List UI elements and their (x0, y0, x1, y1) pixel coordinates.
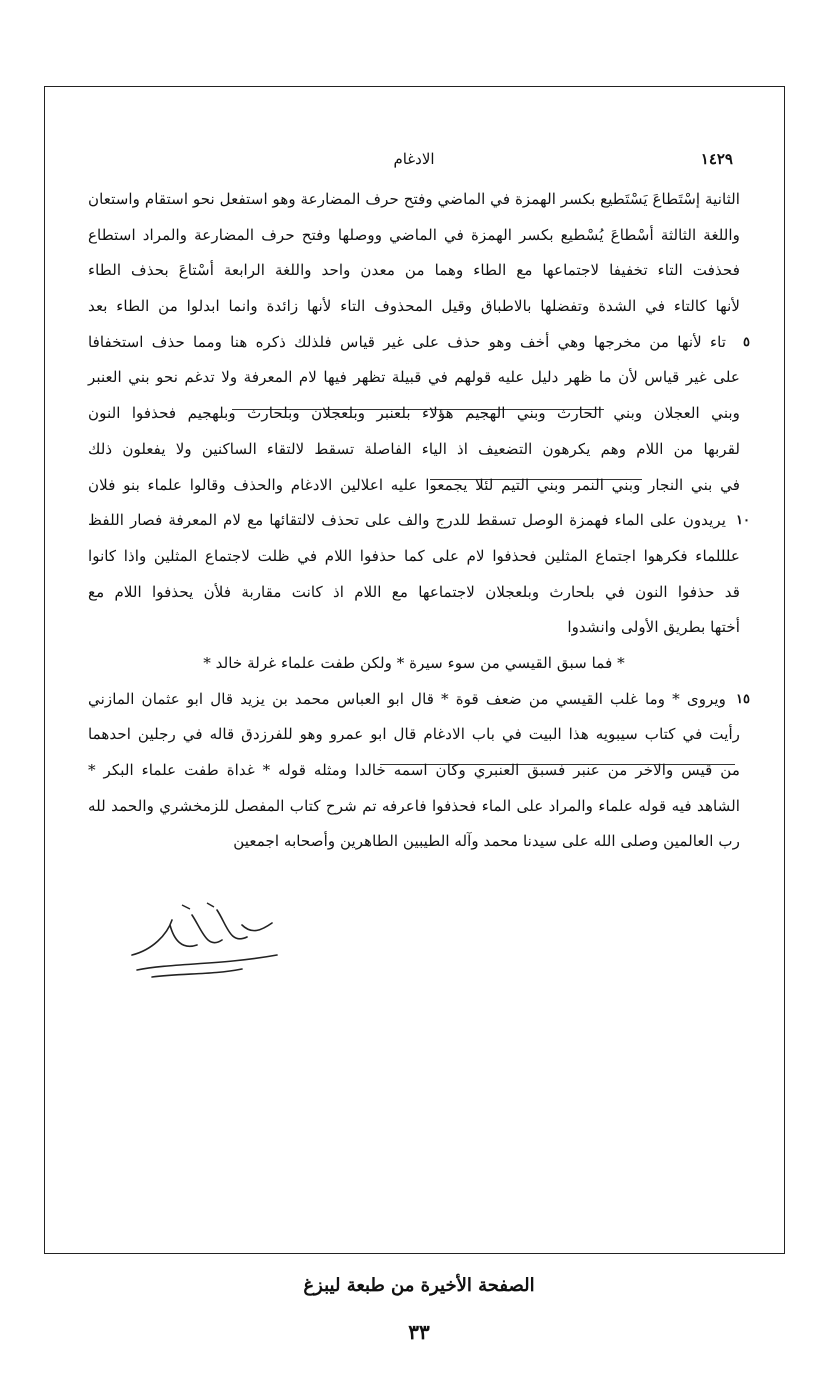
body-text (88, 182, 750, 860)
text-line-numbered (88, 503, 750, 539)
text-line: ويروى * وما غلب القيسي من ضعف قوة * قال ابو العباس محمد بن يزيد قال ابو عثمان المازني (88, 689, 726, 708)
text-line: على غير قياس لأن ما ظهر دليل عليه قولهم في قبيلة تظهر فيها لام المعرفة ولا تدغم نحو بني العنبر (88, 368, 740, 387)
text-line: الشاهد فيه قوله علماء والمراد على الماء فحذفوا فاعرفه تم شرح كتاب المفصل للزمخشري والحمد لله (88, 796, 740, 815)
text-line: لأنها كالتاء في الشدة وتفضلها بالاطباق وقيل المحذوف التاء لأنها زائدة وانما ابدلوا من الطاء بعد (88, 297, 740, 316)
text-line: تاء لأنها من مخرجها وهي أخف وهو حذف على غير قياس فلذلك ذكره هنا ومما حذف استخفافا (88, 332, 726, 351)
text-line: لقربها من اللام وهم يكرهون التضعيف اذ الياء الفاصلة تسقط لالتقاء الساكنين ولا يفعلون ذلك (88, 439, 740, 458)
text-line: علللماء فكرهوا اجتماع المثلين فحذفوا لام على كما حذفوا اللام في ظلت لاجتماع المثلين واذا كانوا (88, 546, 740, 565)
text-line: فحذفت التاء تخفيفا لاجتماعها مع الطاء وهما من معدن واحد واللغة الرابعة أسْتاعَ بحذف الطاء (88, 261, 740, 280)
text-line: في بني النجار وبني النمر وبني التيم لئلا يجمعوا عليه اعلالين الادغام والحذف وقالوا علماء بنو فلان (88, 475, 740, 494)
text-line: أختها بطريق الأولى وانشدوا (567, 618, 740, 637)
text-line: قد حذفوا النون في بلحارث وبلعجلان لاجتماعها مع اللام اذ كانت مقاربة فلأن يحذفوا اللام مع (88, 582, 740, 601)
text-line: من قيس والاخر من عنبر فسبق العنبري وكان اسمه خالدا ومثله قوله * غداة طفت علماء البكر * (88, 761, 740, 779)
line-number-marker: ١٥ (736, 691, 750, 707)
text-line-numbered (88, 325, 750, 361)
text-line: واللغة الثالثة أسْطاعَ يُسْطيع بكسر الهمزة في الماضي ووصلها وفتح حرف المضارعة والمراد استطاع (88, 225, 740, 244)
text-line-numbered (88, 682, 750, 718)
page-header (95, 150, 733, 180)
figure-caption: الصفحة الأخيرة من طبعة ليبزغ (303, 1275, 535, 1296)
text-line: رأيت في كتاب سيبويه هذا البيت في باب الادغام قال ابو عمرو وهو للفرزدق قاله في رجلين احدهما (88, 725, 740, 744)
page-number-bottom: ٣٣ (408, 1320, 430, 1344)
running-title: الادغام (393, 150, 435, 168)
text-line: وبني العجلان وبني الحارث وبني الهجيم هؤلاء بلعنبر وبلعجلان وبلحارث وبلهجيم فحذفوا النون (88, 404, 740, 423)
text-line: الثانية إسْتَطاعَ يَسْتَطيع بكسر الهمزة في الماضي وفتح حرف المضارعة وهو استفعل نحو استقام واستعان (88, 190, 740, 208)
text-line: يريدون على الماء فهمزة الوصل تسقط للدرج والف على تحذف لالتقائها مع لام المعرفة فصار اللفظ (88, 511, 726, 530)
line-number-marker: ٥ (743, 334, 750, 350)
line-number-marker: ١٠ (736, 513, 750, 529)
text-line: رب العالمين وصلى الله على سيدنا محمد وآله الطيبين الطاهرين وأصحابه اجمعين (233, 832, 740, 851)
page-number-top: ١٤٢٩ (700, 150, 733, 168)
handwritten-signature (112, 895, 292, 985)
verse-line: * فما سبق القيسي من سوء سيرة * ولكن طفت علماء غرلة خالد * (203, 653, 625, 672)
